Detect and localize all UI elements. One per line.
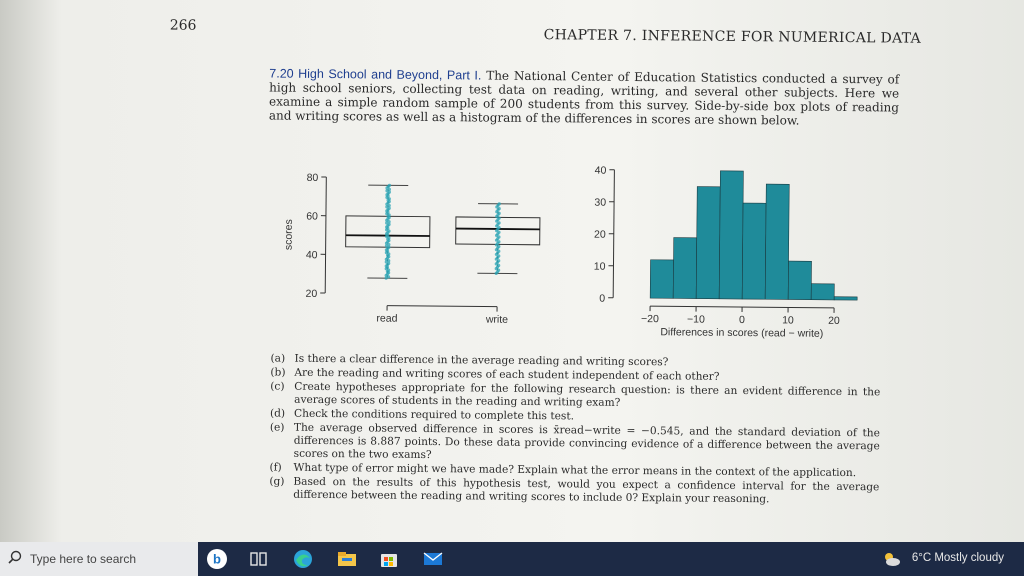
data-point [497,254,500,257]
svg-text:b: b [213,551,221,567]
question-list [269,352,880,508]
data-point [497,221,500,224]
bing-icon[interactable] [206,548,228,570]
page-number: 266 [169,17,197,34]
data-point [386,254,389,257]
y-axis-line [325,177,326,293]
histogram-bar [834,297,857,300]
histogram-chart [593,165,858,341]
data-point [386,270,389,273]
question-label: (e) [269,421,285,434]
data-point [385,232,388,235]
y-tick-label: 60 [306,210,318,223]
question-label: (b) [270,366,286,379]
exercise-text: The National Center of Education Statistics conducted a survey of high school seniors, collecting test data on reading, writing, and several other subjects. Here we examine a simple random sample of 200 students from this survey. Side-by-side box plots of reading and writing scores as well as a histogram of the differences in scores are shown below. [268,68,900,128]
data-point [495,262,498,265]
file-explorer-icon[interactable] [336,548,358,570]
histogram-bar [765,184,789,299]
data-point [497,259,500,262]
data-point [385,248,388,251]
hist-y-tick-label: 0 [599,292,606,305]
data-point [387,259,390,262]
hist-x-tick-label: 0 [738,313,745,327]
edge-icon[interactable] [292,548,314,570]
data-point [386,238,389,241]
x-tick-label: read [376,312,398,325]
data-point [498,216,501,219]
y-axis-label: scores [282,219,295,251]
data-point [496,242,499,245]
question-text: Create hypotheses appropriate for the following research question: is there an evident difference in the average scores of students in the reading and writing exam? [294,380,881,409]
taskbar-search[interactable] [0,542,198,576]
task-view-icon[interactable] [248,548,270,570]
y-tick-label: 20 [305,287,318,300]
hist-x-axis-label: Differences in scores (read − write) [660,326,824,340]
histogram-bar [719,171,743,299]
hist-x-tick-label: −10 [687,313,705,326]
data-point [385,264,388,267]
y-tick-label: 80 [306,171,319,184]
exercise-paragraph [269,66,900,128]
data-point [388,204,391,207]
x-tick-label: write [485,313,509,326]
data-point [385,193,388,196]
chapter-title: CHAPTER 7. INFERENCE FOR NUMERICAL DATA [543,27,922,47]
data-point [496,246,499,249]
hist-y-tick-label: 30 [594,196,607,209]
data-point [386,215,389,218]
question-label: (g) [269,475,285,488]
weather-status[interactable]: 6°C Mostly cloudy [911,552,1004,564]
exercise-title: 7.20 High School and Beyond, Part I. [269,66,482,83]
histogram-bar [788,261,811,300]
data-point [495,229,498,232]
question-text: Is there a clear difference in the average reading and writing scores? [294,352,669,369]
search-placeholder: Type here to search [30,552,137,566]
histogram-bar [811,284,834,300]
question-text: What type of error might we have made? Explain what the error means in the context of the application. [293,461,857,480]
question-text: Check the conditions required to complete this test. [293,407,575,423]
hist-x-tick-label: −20 [641,313,659,326]
data-point [388,188,391,191]
question-label: (f) [269,461,282,474]
hist-y-tick-label: 10 [593,260,606,273]
search-icon [8,550,22,564]
histogram-bar [673,238,697,299]
y-tick-label: 40 [305,249,318,262]
weather-icon[interactable] [880,548,902,570]
data-point [495,224,498,227]
data-point [496,209,499,212]
hist-y-tick-label: 40 [594,164,607,177]
hist-x-tick-label: 10 [782,314,794,327]
data-point [496,204,499,207]
data-point [495,267,498,270]
data-point [495,234,498,237]
data-point [496,270,499,273]
store-icon[interactable] [378,548,400,570]
question-item [270,421,880,466]
data-point [497,250,500,253]
histogram-bar [742,203,766,299]
question-text: The average observed difference in scores is x̄read−write = −0.545, and the standard deviation of the differences is 8.887 points. Do these data provide convincing evidence of a difference between the average scores on the two exams? [293,421,880,462]
x-axis-line [387,306,497,307]
hist-x-tick-label: 20 [828,314,840,327]
data-point [387,275,390,278]
question-label: (c) [270,380,285,393]
question-text: Based on the results of this hypothesis test, would you expect a confidence interval for the average difference between the reading and writing scores to include 0? Explain your reasoning. [293,475,880,506]
question-label: (d) [269,407,286,420]
histogram-bar [696,187,720,299]
data-point [385,225,388,228]
boxplot-chart [282,172,540,326]
data-point [498,212,501,215]
hist-y-tick-label: 20 [594,228,606,241]
mail-icon[interactable] [422,548,444,570]
histogram-bar [650,260,673,299]
question-item [269,475,879,507]
textbook-page [7,0,1012,552]
taskbar [0,542,1024,576]
question-text: Are the reading and writing scores of each student independent of each other? [294,366,720,383]
data-point [387,220,390,223]
data-point [386,199,389,202]
question-label: (a) [270,352,286,365]
data-point [496,237,499,240]
data-point [385,209,388,212]
data-point [387,243,390,246]
figure [267,154,869,350]
